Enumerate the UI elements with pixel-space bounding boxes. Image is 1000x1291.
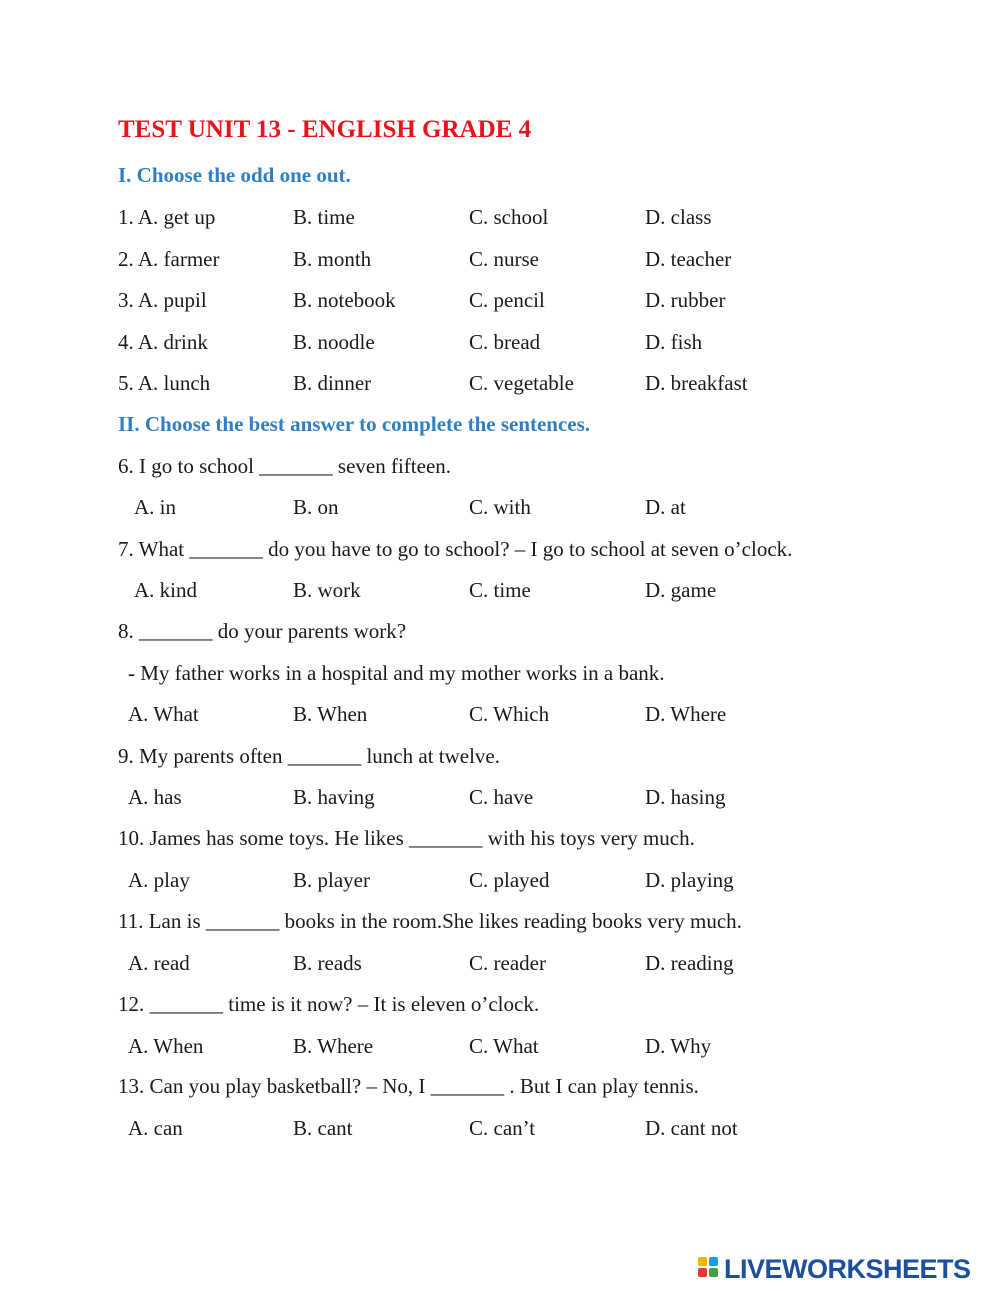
option-b[interactable]: B. Where bbox=[293, 1034, 374, 1058]
option-b[interactable]: B. cant bbox=[293, 1116, 353, 1140]
option-b[interactable]: B. reads bbox=[293, 951, 362, 975]
option-a: 2. A. farmer bbox=[118, 247, 220, 271]
question-8-context: - My father works in a hospital and my mother works in a bank. bbox=[128, 661, 665, 685]
odd-one-out-item bbox=[0, 205, 1000, 229]
option-b: B. time bbox=[293, 205, 355, 229]
option-b[interactable]: B. having bbox=[293, 785, 375, 809]
option-c: C. vegetable bbox=[469, 371, 574, 395]
odd-one-out-item bbox=[0, 247, 1000, 271]
option-a[interactable]: A. read bbox=[128, 951, 190, 975]
option-d[interactable]: D. hasing bbox=[645, 785, 726, 809]
answer-options bbox=[0, 785, 1000, 809]
question-6: 6. I go to school _______ seven fifteen. bbox=[118, 454, 452, 478]
option-b: B. noodle bbox=[293, 330, 375, 354]
answer-options bbox=[0, 1116, 1000, 1140]
option-b: B. month bbox=[293, 247, 372, 271]
option-b[interactable]: B. on bbox=[293, 495, 339, 519]
option-a: 3. A. pupil bbox=[118, 288, 207, 312]
option-a: 4. A. drink bbox=[118, 330, 208, 354]
option-a[interactable]: A. What bbox=[128, 702, 199, 726]
option-d: D. fish bbox=[645, 330, 703, 354]
odd-one-out-item bbox=[0, 371, 1000, 395]
option-d: D. class bbox=[645, 205, 712, 229]
option-c: C. bread bbox=[469, 330, 541, 354]
option-c[interactable]: C. time bbox=[469, 578, 531, 602]
question-9: 9. My parents often _______ lunch at twelve. bbox=[118, 744, 500, 768]
option-c[interactable]: C. have bbox=[469, 785, 534, 809]
option-d[interactable]: D. at bbox=[645, 495, 686, 519]
option-b[interactable]: B. work bbox=[293, 578, 361, 602]
option-a[interactable]: A. can bbox=[128, 1116, 183, 1140]
question-8: 8. _______ do your parents work? bbox=[118, 619, 407, 643]
option-b: B. dinner bbox=[293, 371, 372, 395]
answer-options bbox=[0, 578, 1000, 602]
option-d[interactable]: D. Why bbox=[645, 1034, 712, 1058]
question-10: 10. James has some toys. He likes _______ with his toys very much. bbox=[118, 826, 695, 850]
odd-one-out-item bbox=[0, 330, 1000, 354]
option-a[interactable]: A. has bbox=[128, 785, 182, 809]
option-d: D. rubber bbox=[645, 288, 726, 312]
option-d: D. breakfast bbox=[645, 371, 748, 395]
answer-options bbox=[0, 702, 1000, 726]
question-13: 13. Can you play basketball? – No, I _______ . But I can play tennis. bbox=[118, 1074, 699, 1098]
option-a[interactable]: A. When bbox=[128, 1034, 204, 1058]
option-d[interactable]: D. Where bbox=[645, 702, 727, 726]
answer-options bbox=[0, 1034, 1000, 1058]
option-d[interactable]: D. playing bbox=[645, 868, 734, 892]
question-7: 7. What _______ do you have to go to school? – I go to school at seven o’clock. bbox=[118, 537, 793, 561]
option-d[interactable]: D. game bbox=[645, 578, 717, 602]
answer-options bbox=[0, 495, 1000, 519]
section-1-heading: I. Choose the odd one out. bbox=[118, 163, 351, 187]
option-d: D. teacher bbox=[645, 247, 732, 271]
option-d[interactable]: D. reading bbox=[645, 951, 734, 975]
answer-options bbox=[0, 951, 1000, 975]
option-c: C. pencil bbox=[469, 288, 545, 312]
answer-options bbox=[0, 868, 1000, 892]
option-c[interactable]: C. What bbox=[469, 1034, 539, 1058]
option-c: C. school bbox=[469, 205, 549, 229]
logo-tiles-icon bbox=[698, 1257, 720, 1279]
option-c[interactable]: C. played bbox=[469, 868, 550, 892]
option-a[interactable]: A. kind bbox=[134, 578, 197, 602]
option-a: 1. A. get up bbox=[118, 205, 216, 229]
option-b[interactable]: B. When bbox=[293, 702, 368, 726]
option-a[interactable]: A. play bbox=[128, 868, 190, 892]
odd-one-out-item bbox=[0, 288, 1000, 312]
option-b: B. notebook bbox=[293, 288, 396, 312]
question-11: 11. Lan is _______ books in the room.She likes reading books very much. bbox=[118, 909, 742, 933]
worksheet-title: TEST UNIT 13 - ENGLISH GRADE 4 bbox=[118, 116, 532, 143]
option-b[interactable]: B. player bbox=[293, 868, 370, 892]
option-c[interactable]: C. can’t bbox=[469, 1116, 536, 1140]
question-12: 12. _______ time is it now? – It is eleven o’clock. bbox=[118, 992, 540, 1016]
option-c: C. nurse bbox=[469, 247, 539, 271]
option-d[interactable]: D. cant not bbox=[645, 1116, 738, 1140]
logo-brand-text: LIVEWORKSHEETS bbox=[724, 1254, 971, 1284]
option-c[interactable]: C. with bbox=[469, 495, 531, 519]
option-a[interactable]: A. in bbox=[134, 495, 176, 519]
liveworksheets-logo bbox=[698, 1254, 994, 1284]
option-a: 5. A. lunch bbox=[118, 371, 211, 395]
section-2-heading: II. Choose the best answer to complete the sentences. bbox=[118, 412, 591, 436]
option-c[interactable]: C. reader bbox=[469, 951, 546, 975]
option-c[interactable]: C. Which bbox=[469, 702, 550, 726]
